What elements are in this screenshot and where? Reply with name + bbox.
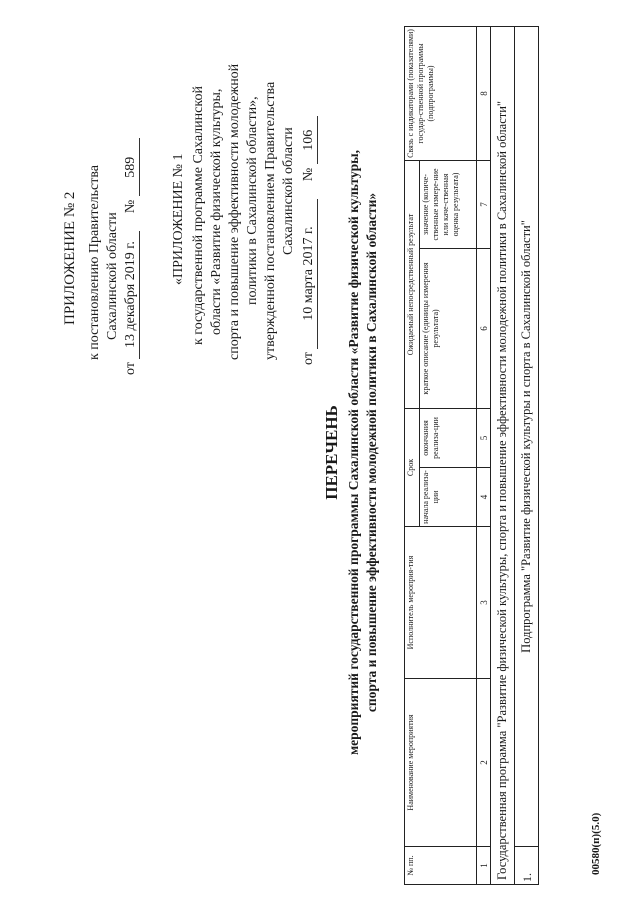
header-term-end: окончания реализа-ции — [420, 408, 477, 467]
header-term-start: начала реализа-ции — [420, 468, 477, 527]
header-name: Наименование мероприятия — [405, 679, 477, 847]
decree-date: 13 декабря 2019 г. — [122, 231, 140, 359]
subprogram-row — [515, 26, 539, 884]
subprogram-index: 1. — [515, 847, 539, 885]
prior-appendix-title: «ПРИЛОЖЕНИЕ № 1 — [171, 153, 186, 285]
prior-number-sign: № — [301, 167, 316, 182]
prior-number: 106 — [300, 116, 318, 164]
header-result-desc: краткое описание (единицы измерения результата) — [420, 248, 477, 408]
decree-region: Сахалинской области — [105, 212, 120, 340]
prior-appendix-line-3: спорта и повышение эффективности молодежной — [227, 63, 242, 360]
header-term: Срок — [405, 408, 420, 526]
document-subtitle-line-1: мероприятий государственной программы Сахалинской области «Развитие физической культуры, — [346, 149, 361, 756]
prior-appendix-line-4: политики в Сахалинской области», — [245, 96, 260, 305]
col-number: 2 — [477, 679, 491, 847]
decree-reference: к постановлению Правительства — [87, 164, 102, 360]
prior-date-line — [300, 116, 318, 365]
header-result: Ожидаемый непосредственный результат — [405, 160, 420, 408]
prior-appendix-line-6: Сахалинской области — [281, 127, 296, 255]
date-prefix: от — [123, 362, 138, 375]
program-row — [491, 26, 515, 884]
col-number: 1 — [477, 847, 491, 885]
col-number: 3 — [477, 527, 491, 679]
col-number: 5 — [477, 408, 491, 467]
header-num: № пп. — [405, 847, 477, 885]
decree-number: 589 — [122, 138, 140, 196]
col-number: 7 — [477, 160, 491, 248]
header-executor: Исполнитель мероприя-тия — [405, 527, 477, 679]
subprogram-title-cell: Подпрограмма "Развитие физической культуры и спорта в Сахалинской области" — [515, 26, 539, 846]
prior-appendix-line-2: области «Развитие физической культуры, — [209, 88, 224, 335]
header-link: Связь с индикаторами (показателями) государ-ственной программы (подпрограммы) — [405, 26, 477, 160]
prior-date: 10 марта 2017 г. — [300, 199, 318, 349]
col-number: 6 — [477, 248, 491, 408]
number-sign: № — [123, 199, 138, 214]
document-title: ПЕРЕЧЕНЬ — [322, 405, 341, 500]
col-number: 4 — [477, 468, 491, 527]
document-subtitle-line-2: спорта и повышение эффективности молодежной политики в Сахалинской области» — [364, 192, 379, 713]
appendix-title: ПРИЛОЖЕНИЕ № 2 — [62, 191, 78, 325]
column-numbers-row — [477, 26, 491, 884]
prior-date-prefix: от — [301, 352, 316, 365]
col-number: 8 — [477, 26, 491, 160]
prior-appendix-line-5: утвержденной постановлением Правительства — [263, 81, 278, 360]
activities-table — [404, 26, 539, 885]
prior-appendix-line-1: к государственной программе Сахалинской — [191, 86, 206, 345]
decree-date-line — [122, 138, 140, 375]
program-title-cell: Государственная программа "Развитие физической культуры, спорта и повышение эффективности молодежной политики в Сахалинской области" — [491, 26, 515, 884]
footer-code: 00580(п)(5.0) — [590, 812, 602, 875]
header-result-value: значение (количе-ственные измере-ние или каче-ственная оценка результата) — [420, 160, 477, 248]
